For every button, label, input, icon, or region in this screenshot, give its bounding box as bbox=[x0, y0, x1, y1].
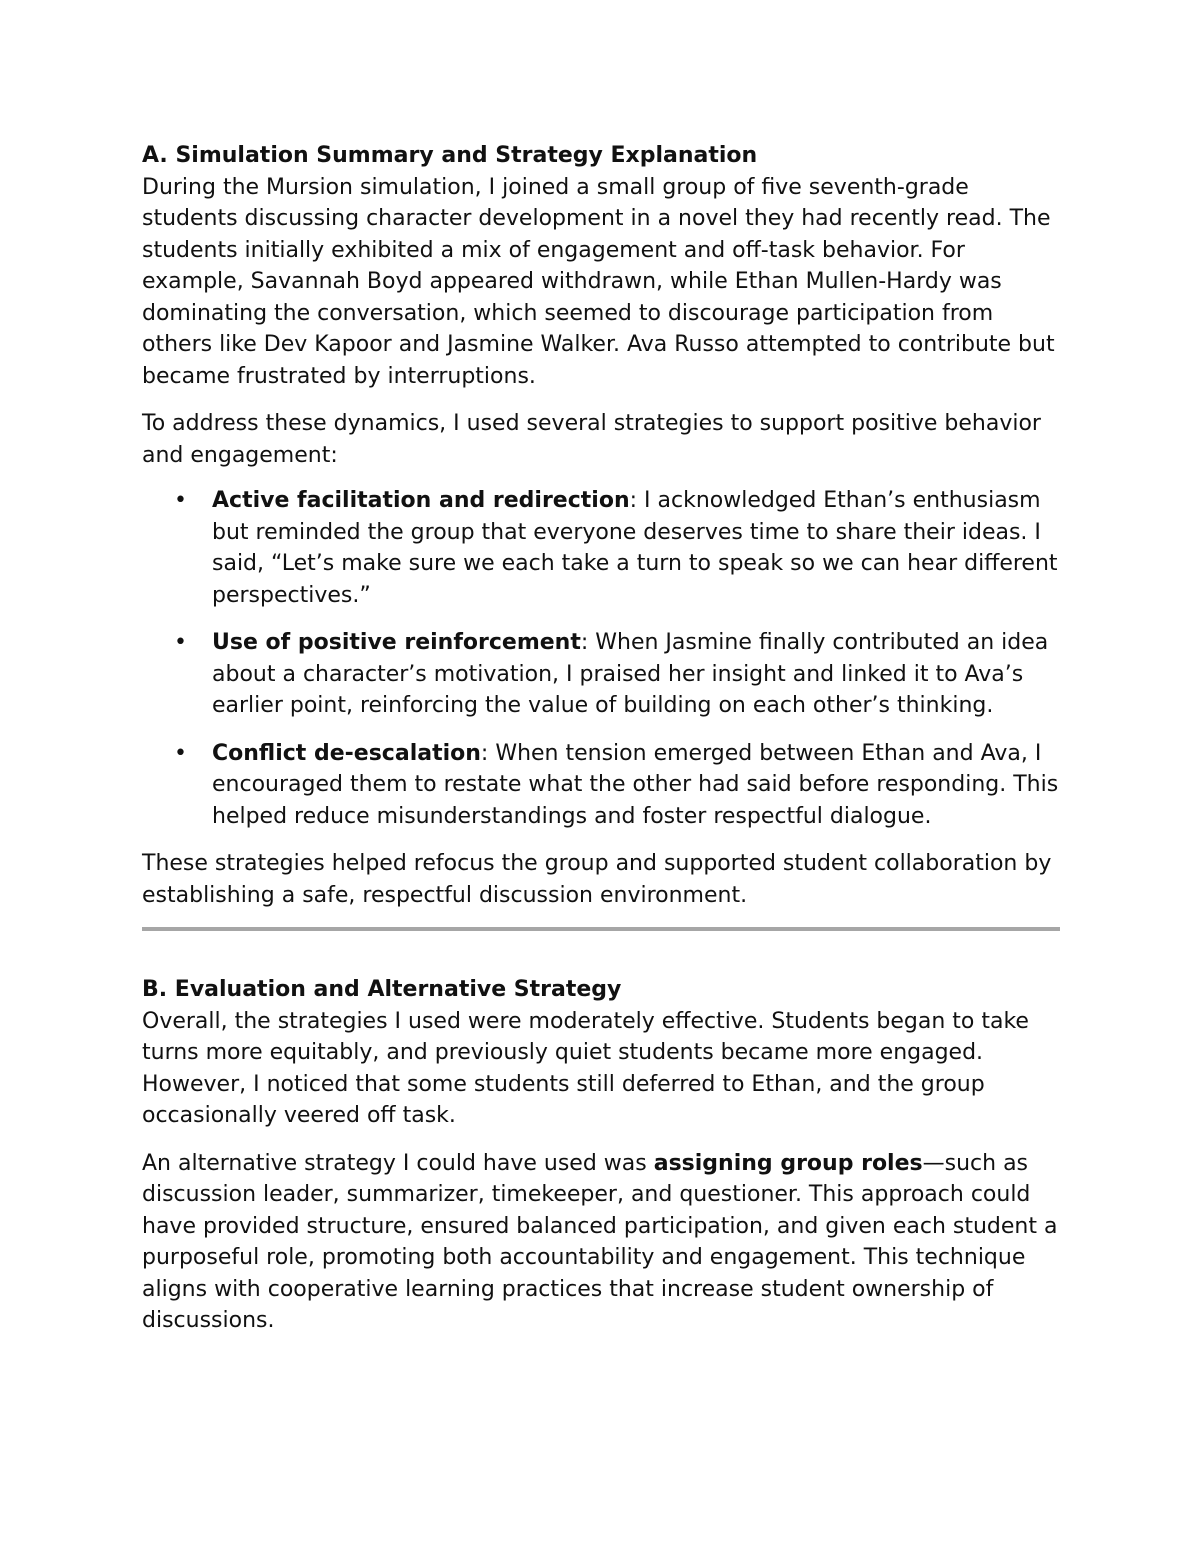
list-item bbox=[142, 738, 1060, 833]
strategy-list bbox=[142, 485, 1060, 832]
list-item-title: Active facilitation and redirection bbox=[212, 488, 630, 513]
section-a-paragraph-2: To address these dynamics, I used several strategies to support positive behavior and engagement: bbox=[142, 411, 1041, 468]
section-a-heading: A. Simulation Summary and Strategy Explanation bbox=[142, 143, 758, 168]
section-a bbox=[142, 140, 1060, 911]
bullet-icon: • bbox=[174, 630, 187, 655]
paragraph-text: —such as discussion leader, summarizer, timekeeper, and questioner. This approach could have provided structure, ensured balanced participation, and given each student a purposeful role, promoting both accountability and engagement. This technique aligns with cooperative learning practices that increase student ownership of discussions. bbox=[142, 1150, 1058, 1333]
section-b-paragraph-1: Overall, the strategies I used were moderately effective. Students began to take turns more equitably, and previously quiet students became more engaged. However, I noticed that some students still deferred to Ethan, and the group occasionally veered off task. bbox=[142, 1008, 1029, 1128]
section-b-heading: B. Evaluation and Alternative Strategy bbox=[142, 977, 622, 1002]
list-item-text: : When tension emerged between Ethan and Ava, I encouraged them to restate what the other had said before responding. This helped reduce misunderstandings and foster respectful dialogue. bbox=[212, 740, 1059, 829]
section-b bbox=[142, 974, 1060, 1337]
section-b-paragraph-2 bbox=[142, 1148, 1060, 1337]
section-a-paragraph-1: During the Mursion simulation, I joined a small group of five seventh-grade students discussing character development in a novel they had recently read. The students initially exhibited a mix of engagement and off-task behavior. For example, Savannah Boyd appeared withdrawn, while Ethan Mullen-Hardy was dominating the conversation, which seemed to discourage participation from others like Dev Kapoor and Jasmine Walker. Ava Russo attempted to contribute but became frustrated by interruptions. bbox=[142, 174, 1055, 389]
horizontal-divider bbox=[142, 927, 1060, 931]
emphasis-text: assigning group roles bbox=[653, 1150, 923, 1176]
list-item-text: : I acknowledged Ethan’s enthusiasm but reminded the group that everyone deserves time to share their ideas. I said, “Let’s make sure we each take a turn to speak so we can hear different perspectives.” bbox=[212, 488, 1058, 608]
document-page bbox=[142, 140, 1060, 1337]
bullet-icon: • bbox=[174, 740, 187, 766]
list-item-title: Conflict de-escalation bbox=[212, 740, 481, 766]
list-item-text: : When Jasmine finally contributed an idea about a character’s motivation, I praised her insight and linked it to Ava’s earlier point, reinforcing the value of building on each other’s thinking. bbox=[212, 630, 1049, 718]
list-item-title: Use of positive reinforcement bbox=[212, 630, 581, 655]
section-a-paragraph-3: These strategies helped refocus the group and supported student collaboration by establishing a safe, respectful discussion environment. bbox=[142, 851, 1052, 908]
list-item bbox=[142, 485, 1060, 611]
bullet-icon: • bbox=[174, 488, 187, 513]
list-item bbox=[142, 627, 1060, 722]
paragraph-text: An alternative strategy I could have used was bbox=[142, 1150, 654, 1176]
